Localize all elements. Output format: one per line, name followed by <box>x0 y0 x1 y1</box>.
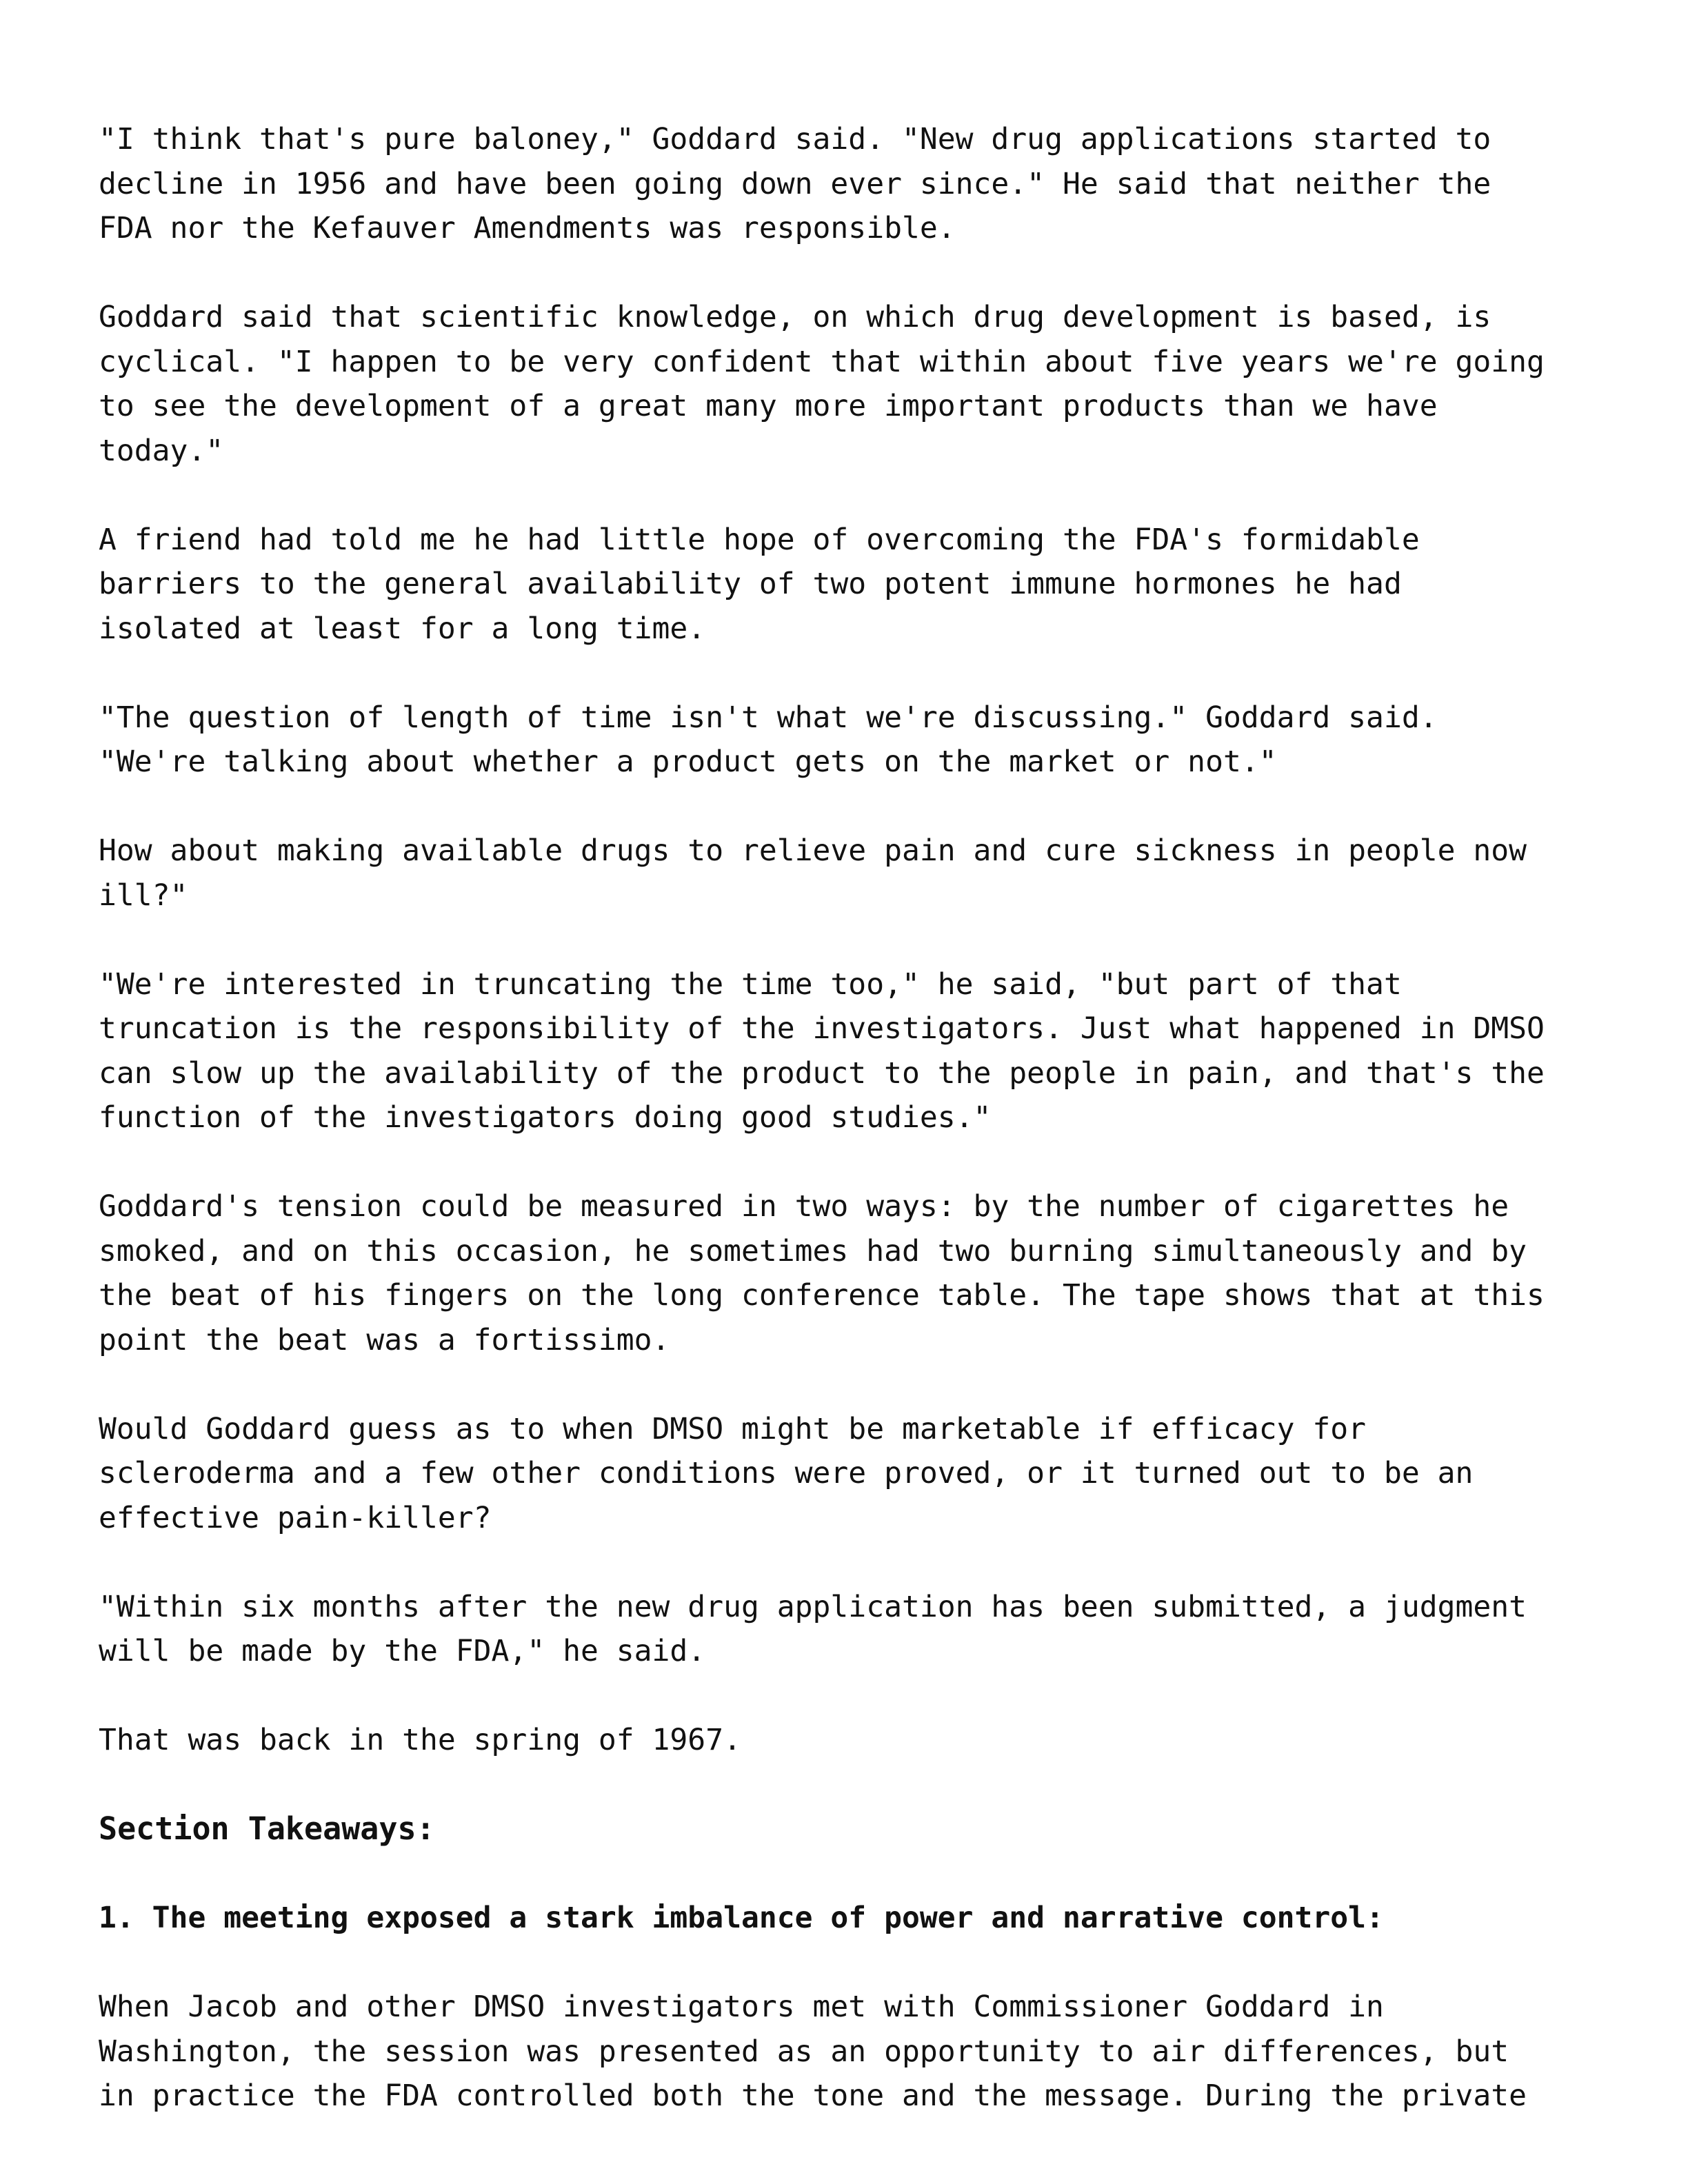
paragraph-3: A friend had told me he had little hope of overcoming the FDA's formidable barriers to the general availability of two potent immune hormones he had isolated at least for a long time. <box>99 522 1420 646</box>
paragraph-5: How about making available drugs to relieve pain and cure sickness in people now ill?" <box>99 833 1527 913</box>
section-heading: Section Takeaways: <box>99 1810 435 1847</box>
paragraph-9: "Within six months after the new drug application has been submitted, a judgment will be made by the FDA," he said. <box>99 1589 1527 1668</box>
takeaway-1-text: When Jacob and other DMSO investigators met with Commissioner Goddard in Washington, the session was presented as an opportunity to air differences, but in practice the FDA controlled both the tone and the message. During the private <box>99 1990 1527 2113</box>
paragraph-1: "I think that's pure baloney," Goddard said. "New drug applications started to decline in 1956 and have been going down ever since." He said that neither the FDA nor the Kefauver Amendments was responsible. <box>99 122 1491 245</box>
paragraph-8: Would Goddard guess as to when DMSO might be marketable if efficacy for scleroderma and a few other conditions were proved, or it turned out to be an effective pain-killer? <box>99 1411 1474 1535</box>
takeaway-1-heading: 1. The meeting exposed a stark imbalance of power and narrative control: <box>99 1901 1384 1935</box>
paragraph-2: Goddard said that scientific knowledge, on which drug development is based, is cyclical. "I happen to be very confident that within about five years we're going to see the development of a great many more important products than we have today." <box>99 300 1545 468</box>
paragraph-10: That was back in the spring of 1967. <box>99 1723 741 1757</box>
paragraph-6: "We're interested in truncating the time too," he said, "but part of that truncation is the responsibility of the investigators. Just what happened in DMSO can slow up the availability of the product to the people in pain, and that's the function of the investigators doing good studies." <box>99 967 1545 1135</box>
paragraph-4: "The question of length of time isn't what we're discussing." Goddard said. "We're talking about whether a product gets on the market or not." <box>99 700 1438 779</box>
paragraph-7: Goddard's tension could be measured in two ways: by the number of cigarettes he smoked, and on this occasion, he sometimes had two burning simultaneously and by the beat of his fingers on the long conference table. The tape shows that at this point the beat was a fortissimo. <box>99 1189 1545 1357</box>
document-body <box>99 117 1602 2119</box>
